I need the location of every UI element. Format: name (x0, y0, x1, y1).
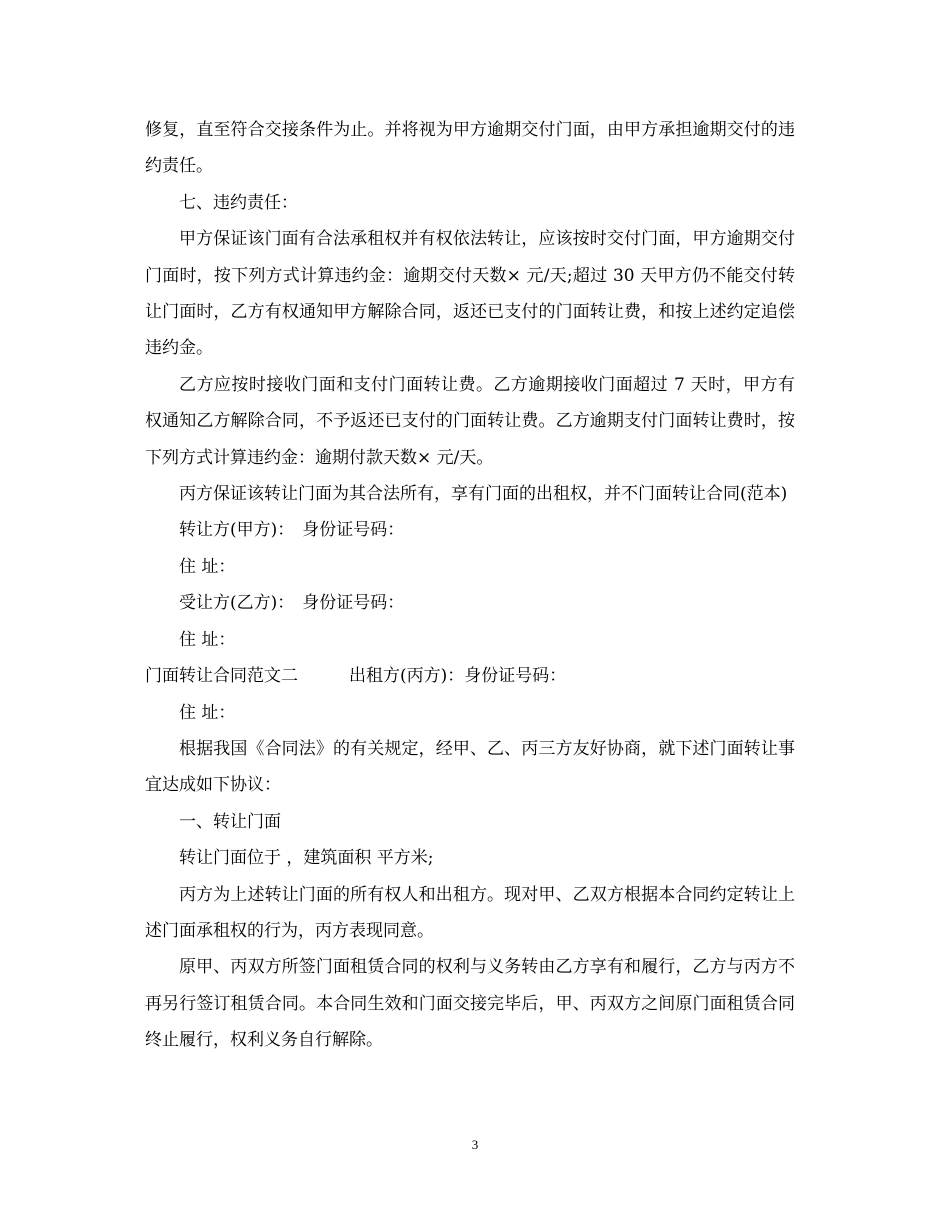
transferor-id-label: 身份证号码： (302, 520, 405, 541)
paragraph-party-b-obligation: 乙方应按时接收门面和支付门面转让费。乙方逾期接收门面超过 7 天时，甲方有权通知乙方解除合同，不予返还已支付的门面转让费。乙方逾期支付门面转让费时，按下列方式计算违约金：逾期付款天数× 元/天。 (145, 374, 795, 468)
transferee-line (145, 585, 795, 621)
page-number: 3 (471, 1137, 479, 1152)
transferor-label: 转让方(甲方)： (179, 520, 295, 541)
transferee-address-label: 住 址： (179, 629, 236, 650)
transferee-label: 受让方(乙方)： (179, 593, 295, 614)
document-page (145, 112, 795, 1059)
paragraph-lease-transfer: 原甲、丙双方所签门面租赁合同的权利与义务转由乙方享有和履行，乙方与丙方不再另行签订租赁合同。本合同生效和门面交接完毕后，甲、丙双方之间原门面租赁合同终止履行，权利义务自行解除。 (145, 957, 795, 1051)
paragraph-continuation: 修复，直至符合交接条件为止。并将视为甲方逾期交付门面，由甲方承担逾期交付的违约责任。 (145, 120, 795, 177)
paragraph-agreement-basis: 根据我国《合同法》的有关规定，经甲、乙、丙三方友好协商，就下述门面转让事宜达成如下协议： (145, 738, 795, 796)
lessor-address-line (145, 695, 795, 731)
lessor-label: 出租方(丙方)： (349, 666, 465, 687)
lessor-address-label: 住 址： (179, 702, 236, 723)
transferor-address-label: 住 址： (179, 556, 236, 577)
transferor-line (145, 512, 795, 548)
lessor-line (145, 658, 795, 694)
inline-document-title: 门面转让合同范文二 (145, 666, 298, 687)
paragraph-party-a-guarantee: 甲方保证该门面有合法承租权并有权依法转让，应该按时交付门面，甲方逾期交付门面时，按下列方式计算违约金：逾期交付天数× 元/天;超过 30 天甲方仍不能交付转让门面时，乙方有权通知甲方解除合同，返还已支付的门面转让费，和按上述约定追偿违约金。 (145, 229, 795, 359)
paragraph-party-c-consent: 丙方为上述转让门面的所有权人和出租方。现对甲、乙双方根据本合同约定转让上述门面承租权的行为，丙方表现同意。 (145, 884, 795, 941)
section-heading-transfer-shop: 一、转让门面 (179, 811, 281, 832)
paragraph-party-c-guarantee: 丙方保证该转让门面为其合法所有，享有门面的出租权，并不门面转让合同(范本) (179, 484, 788, 505)
lessor-id-label: 身份证号码： (464, 666, 567, 687)
section-heading-breach-liability: 七、违约责任： (179, 192, 298, 213)
transferee-address-line (145, 622, 795, 658)
transferor-address-line (145, 549, 795, 585)
transferee-id-label: 身份证号码： (302, 593, 405, 614)
paragraph-shop-location: 转让门面位于 ，建筑面积 平方米; (179, 848, 434, 869)
